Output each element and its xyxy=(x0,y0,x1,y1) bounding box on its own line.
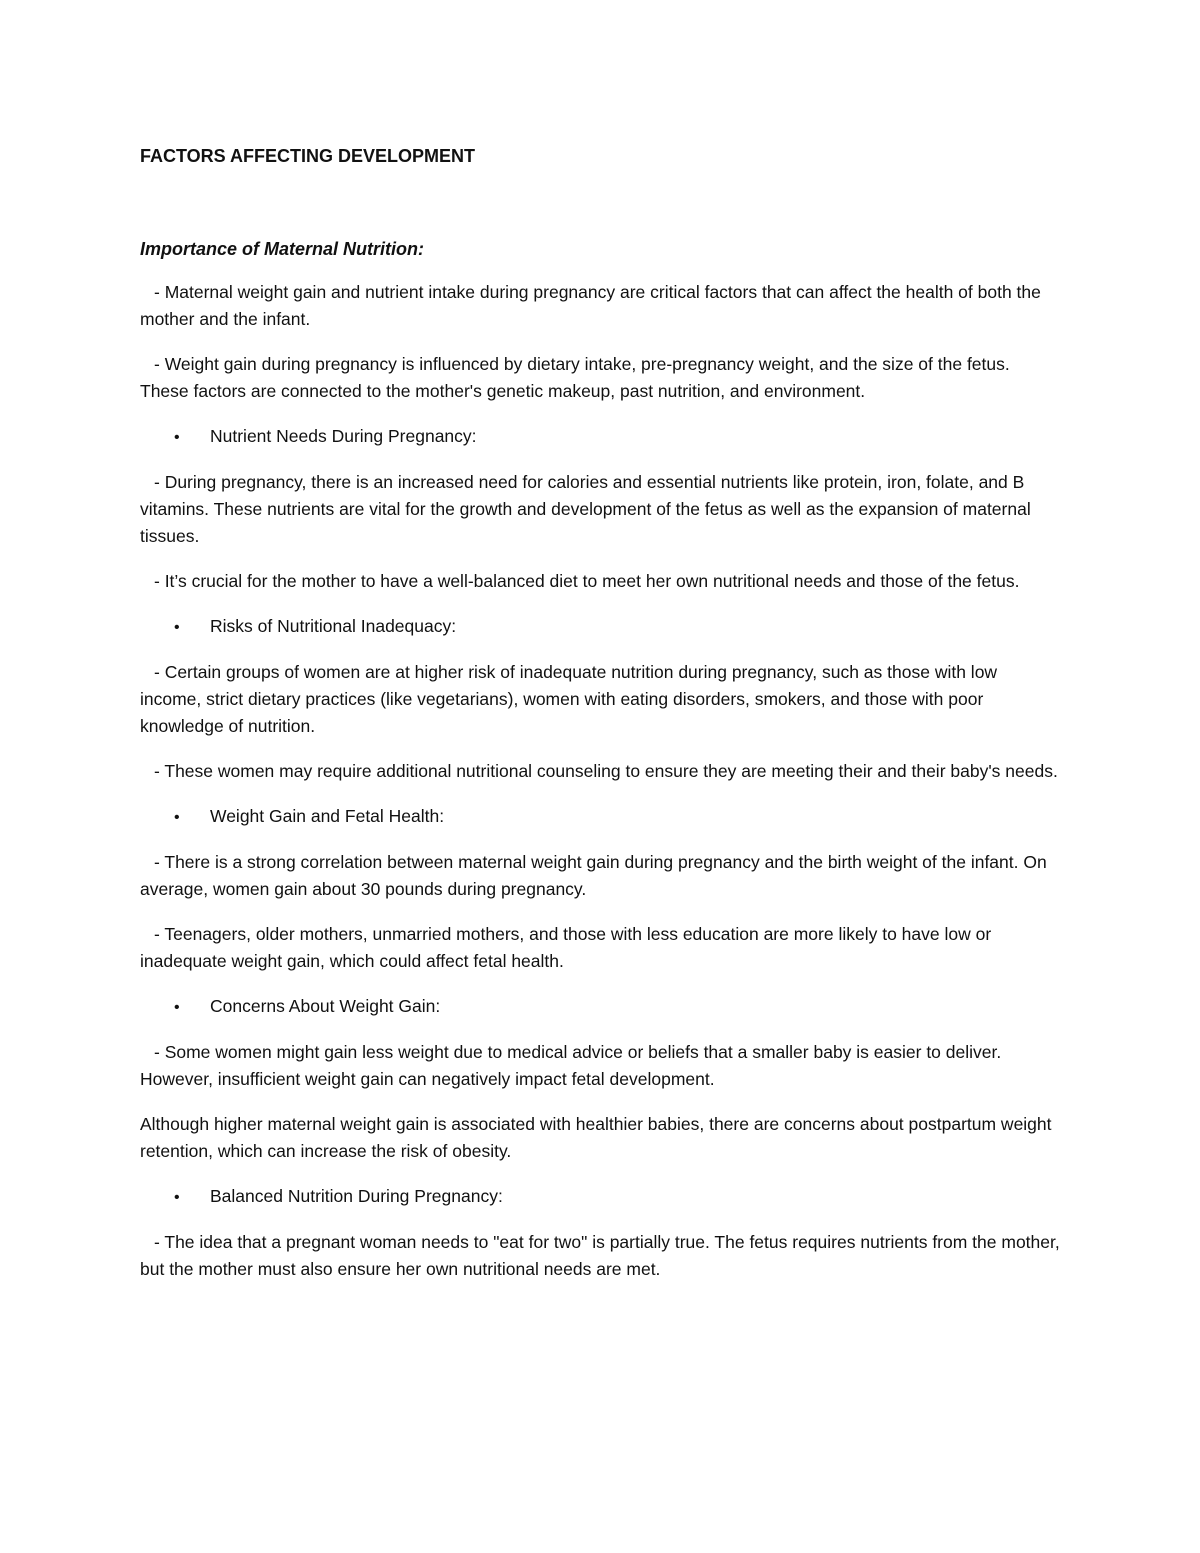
document-title: FACTORS AFFECTING DEVELOPMENT xyxy=(140,146,476,166)
bullet-item xyxy=(140,993,1060,1021)
section-heading: Importance of Maternal Nutrition: xyxy=(140,239,425,259)
bullet-item xyxy=(140,803,1060,831)
paragraph: Although higher maternal weight gain is associated with healthier babies, there are concerns about postpartum weight retention, which can increase the risk of obesity. xyxy=(140,1114,1052,1161)
bullet-icon: • xyxy=(174,1189,180,1206)
bullet-label: Risks of Nutritional Inadequacy: xyxy=(210,616,457,636)
paragraph: - Certain groups of women are at higher risk of inadequate nutrition during pregnancy, such as those with low income, strict dietary practices (like vegetarians), women with eating disorders, smokers, and those with poor knowledge of nutrition. xyxy=(140,662,998,736)
paragraph: - It’s crucial for the mother to have a well-balanced diet to meet her own nutritional needs and those of the fetus. xyxy=(154,571,1020,591)
bullet-label: Nutrient Needs During Pregnancy: xyxy=(210,426,477,446)
bullet-label: Concerns About Weight Gain: xyxy=(210,996,441,1016)
paragraph: - The idea that a pregnant woman needs to "eat for two" is partially true. The fetus requires nutrients from the mother, but the mother must also ensure her own nutritional needs are met. xyxy=(140,1232,1060,1279)
bullet-label: Balanced Nutrition During Pregnancy: xyxy=(210,1186,503,1206)
document-body xyxy=(140,142,1060,1301)
bullet-item xyxy=(140,1183,1060,1211)
paragraph: - Some women might gain less weight due to medical advice or beliefs that a smaller baby is easier to deliver. However, insufficient weight gain can negatively impact fetal development. xyxy=(140,1042,1002,1089)
bullet-icon: • xyxy=(174,809,180,826)
paragraph: - There is a strong correlation between maternal weight gain during pregnancy and the birth weight of the infant. On average, women gain about 30 pounds during pregnancy. xyxy=(140,852,1047,899)
paragraph: - These women may require additional nutritional counseling to ensure they are meeting their and their baby's needs. xyxy=(154,761,1058,781)
bullet-icon: • xyxy=(174,619,180,636)
bullet-icon: • xyxy=(174,429,180,446)
bullet-label: Weight Gain and Fetal Health: xyxy=(210,806,445,826)
bullet-item xyxy=(140,423,1060,451)
paragraph: - Maternal weight gain and nutrient intake during pregnancy are critical factors that can affect the health of both the mother and the infant. xyxy=(140,282,1041,329)
bullet-icon: • xyxy=(174,999,180,1016)
paragraph: - Weight gain during pregnancy is influenced by dietary intake, pre-pregnancy weight, and the size of the fetus. These factors are connected to the mother's genetic makeup, past nutrition, and environment. xyxy=(140,354,1010,401)
paragraph: - During pregnancy, there is an increased need for calories and essential nutrients like protein, iron, folate, and B vitamins. These nutrients are vital for the growth and development of the fetus as well as the expansion of maternal tissues. xyxy=(140,472,1031,546)
bullet-item xyxy=(140,613,1060,641)
paragraph: - Teenagers, older mothers, unmarried mothers, and those with less education are more likely to have low or inadequate weight gain, which could affect fetal health. xyxy=(140,924,992,971)
